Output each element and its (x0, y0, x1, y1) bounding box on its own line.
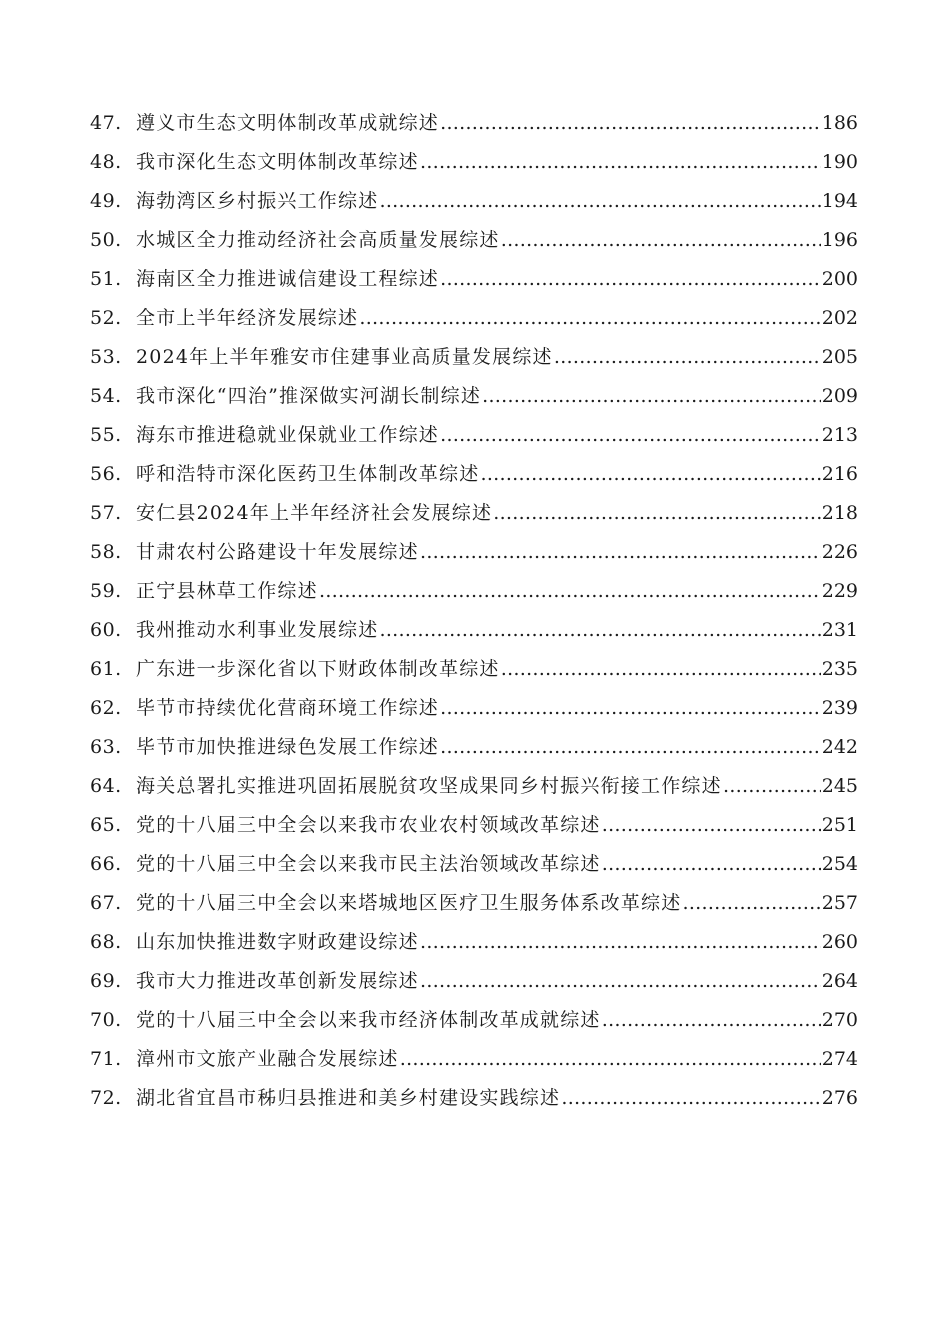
entry-number: 66. (90, 853, 122, 875)
entry-title: 广东进一步深化省以下财政体制改革综述 (136, 658, 500, 680)
entry-number: 62. (90, 697, 122, 719)
toc-entry[interactable] (90, 260, 858, 299)
dot-leader (602, 845, 821, 884)
entry-number: 61. (90, 658, 122, 680)
toc-entry[interactable] (90, 650, 858, 689)
dot-leader (420, 962, 821, 1001)
dot-leader (379, 611, 820, 650)
entry-page-number: 194 (821, 190, 858, 212)
entry-title: 毕节市加快推进绿色发展工作综述 (136, 736, 440, 758)
entry-number: 55. (90, 424, 122, 446)
entry-number: 50. (90, 229, 122, 251)
entry-number: 71. (90, 1048, 122, 1070)
toc-entry[interactable] (90, 104, 858, 143)
entry-title: 2024年上半年雅安市住建事业高质量发展综述 (136, 346, 553, 368)
toc-entry[interactable] (90, 962, 858, 1001)
entry-title: 毕节市持续优化营商环境工作综述 (136, 697, 440, 719)
entry-title: 海东市推进稳就业保就业工作综述 (136, 424, 440, 446)
toc-entry[interactable] (90, 884, 858, 923)
entry-page-number: 270 (821, 1009, 858, 1031)
toc-entry[interactable] (90, 728, 858, 767)
toc-entry[interactable] (90, 611, 858, 650)
entry-page-number: 196 (821, 229, 858, 251)
entry-page-number: 254 (821, 853, 858, 875)
dot-leader (420, 923, 821, 962)
entry-title: 党的十八届三中全会以来我市经济体制改革成就综述 (136, 1009, 601, 1031)
entry-page-number: 213 (821, 424, 858, 446)
entry-number: 52. (90, 307, 122, 329)
entry-number: 56. (90, 463, 122, 485)
entry-title: 遵义市生态文明体制改革成就综述 (136, 112, 440, 134)
entry-page-number: 205 (821, 346, 858, 368)
entry-title: 党的十八届三中全会以来我市农业农村领域改革综述 (136, 814, 601, 836)
toc-entry[interactable] (90, 221, 858, 260)
entry-title: 我市深化“四治”推深做实河湖长制综述 (136, 385, 482, 407)
entry-page-number: 239 (821, 697, 858, 719)
dot-leader (400, 1040, 821, 1079)
entry-title: 海南区全力推进诚信建设工程综述 (136, 268, 440, 290)
entry-number: 72. (90, 1087, 122, 1109)
toc-entry[interactable] (90, 416, 858, 455)
entry-page-number: 235 (821, 658, 858, 680)
toc-entry[interactable] (90, 494, 858, 533)
entry-page-number: 242 (821, 736, 858, 758)
dot-leader (440, 416, 821, 455)
toc-entry[interactable] (90, 182, 858, 221)
dot-leader (602, 1001, 821, 1040)
entry-title: 甘肃农村公路建设十年发展综述 (136, 541, 419, 563)
entry-title: 我市深化生态文明体制改革综述 (136, 151, 419, 173)
dot-leader (682, 884, 820, 923)
entry-page-number: 200 (821, 268, 858, 290)
entry-title: 安仁县2024年上半年经济社会发展综述 (136, 502, 493, 524)
entry-page-number: 202 (821, 307, 858, 329)
toc-entry[interactable] (90, 1079, 858, 1118)
entry-number: 58. (90, 541, 122, 563)
toc-entry[interactable] (90, 767, 858, 806)
entry-number: 54. (90, 385, 122, 407)
entry-number: 51. (90, 268, 122, 290)
entry-number: 49. (90, 190, 122, 212)
entry-page-number: 251 (821, 814, 858, 836)
entry-number: 69. (90, 970, 122, 992)
toc-entry[interactable] (90, 845, 858, 884)
dot-leader (440, 260, 821, 299)
dot-leader (319, 572, 821, 611)
entry-number: 59. (90, 580, 122, 602)
entry-page-number: 264 (821, 970, 858, 992)
entry-number: 67. (90, 892, 122, 914)
entry-number: 53. (90, 346, 122, 368)
entry-number: 65. (90, 814, 122, 836)
dot-leader (723, 767, 821, 806)
entry-title: 呼和浩特市深化医药卫生体制改革综述 (136, 463, 480, 485)
entry-title: 我州推动水利事业发展综述 (136, 619, 379, 641)
entry-page-number: 218 (821, 502, 858, 524)
entry-title: 党的十八届三中全会以来我市民主法治领域改革综述 (136, 853, 601, 875)
toc-entry[interactable] (90, 533, 858, 572)
entry-page-number: 231 (821, 619, 858, 641)
dot-leader (359, 299, 821, 338)
entry-page-number: 226 (821, 541, 858, 563)
entry-page-number: 276 (821, 1087, 858, 1109)
toc-entry[interactable] (90, 923, 858, 962)
entry-page-number: 229 (821, 580, 858, 602)
entry-page-number: 209 (821, 385, 858, 407)
toc-entry[interactable] (90, 455, 858, 494)
entry-number: 48. (90, 151, 122, 173)
toc-entry[interactable] (90, 1040, 858, 1079)
dot-leader (493, 494, 821, 533)
dot-leader (440, 104, 821, 143)
dot-leader (501, 650, 821, 689)
entry-title: 湖北省宜昌市秭归县推进和美乡村建设实践综述 (136, 1087, 561, 1109)
entry-page-number: 186 (821, 112, 858, 134)
dot-leader (480, 455, 820, 494)
entry-page-number: 216 (821, 463, 858, 485)
dot-leader (440, 689, 821, 728)
toc-entry[interactable] (90, 143, 858, 182)
entry-number: 60. (90, 619, 122, 641)
dot-leader (554, 338, 821, 377)
dot-leader (482, 377, 821, 416)
dot-leader (420, 143, 821, 182)
entry-number: 68. (90, 931, 122, 953)
entry-title: 我市大力推进改革创新发展综述 (136, 970, 419, 992)
toc-entry[interactable] (90, 1001, 858, 1040)
entry-page-number: 190 (821, 151, 858, 173)
entry-title: 漳州市文旅产业融合发展综述 (136, 1048, 399, 1070)
toc-entry[interactable] (90, 299, 858, 338)
toc-entry[interactable] (90, 806, 858, 845)
entry-page-number: 245 (821, 775, 858, 797)
entry-number: 47. (90, 112, 122, 134)
table-of-contents (90, 104, 858, 1118)
entry-number: 64. (90, 775, 122, 797)
toc-entry[interactable] (90, 377, 858, 416)
toc-entry[interactable] (90, 572, 858, 611)
entry-page-number: 274 (821, 1048, 858, 1070)
dot-leader (379, 182, 820, 221)
dot-leader (501, 221, 821, 260)
entry-number: 63. (90, 736, 122, 758)
dot-leader (440, 728, 821, 767)
entry-title: 党的十八届三中全会以来塔城地区医疗卫生服务体系改革综述 (136, 892, 682, 914)
entry-number: 70. (90, 1009, 122, 1031)
toc-entry[interactable] (90, 338, 858, 377)
entry-title: 海勃湾区乡村振兴工作综述 (136, 190, 379, 212)
toc-entry[interactable] (90, 689, 858, 728)
dot-leader (561, 1079, 821, 1118)
entry-title: 正宁县林草工作综述 (136, 580, 318, 602)
entry-title: 水城区全力推动经济社会高质量发展综述 (136, 229, 500, 251)
entry-number: 57. (90, 502, 122, 524)
entry-page-number: 260 (821, 931, 858, 953)
entry-page-number: 257 (821, 892, 858, 914)
dot-leader (420, 533, 821, 572)
entry-title: 海关总署扎实推进巩固拓展脱贫攻坚成果同乡村振兴衔接工作综述 (136, 775, 722, 797)
dot-leader (602, 806, 821, 845)
entry-title: 山东加快推进数字财政建设综述 (136, 931, 419, 953)
entry-title: 全市上半年经济发展综述 (136, 307, 359, 329)
